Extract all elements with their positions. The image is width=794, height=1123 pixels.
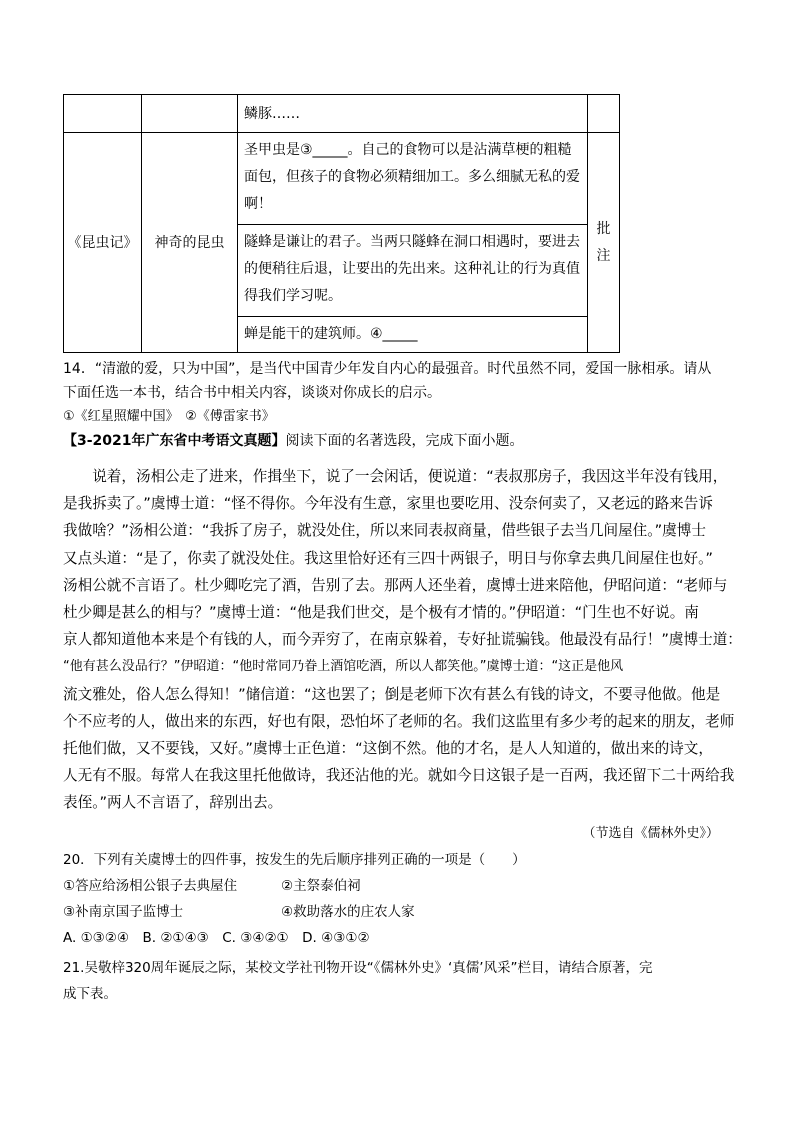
q14-options: ①《红星照耀中国》 ②《傅雷家书》: [63, 409, 275, 424]
q20-item: ②主祭泰伯祠: [281, 878, 361, 894]
entry-line: 面包，但孩子的食物必须精细加工。多么细腻无私的爱: [244, 169, 580, 185]
section3-tag: 【3-2021年广东省中考语文真题】: [63, 433, 286, 449]
table-row-main: [64, 133, 620, 353]
passage-line: “他有甚么没品行？”伊昭道：“他时常同乃眷上酒馆吃酒，所以人都笑他。”虞博士道：“这正是他风: [63, 659, 624, 675]
entry-sweat-bee: [238, 225, 587, 317]
question-14: [63, 357, 727, 453]
passage-line: 京人都知道他本来是个有钱的人，而今弄穷了，在南京躲着，专好扯谎骗钱。他最没有品行！”虞博士道：: [63, 631, 742, 649]
cell-empty-theme: [142, 95, 238, 133]
cell-method: [588, 133, 620, 353]
q20-item: ①答应给汤相公银子去典屋住: [63, 878, 238, 894]
method-text: 批注: [596, 220, 611, 264]
q14-line: 14．“清澈的爱，只为中国”，是当代中国青少年发自内心的最强音。时代虽然不同，爱国一脉相承。请从: [63, 361, 712, 377]
entry-line: 啊！: [244, 196, 272, 212]
section3-instruction: 阅读下面的名著选段，完成下面小题。: [285, 433, 524, 449]
passage-line: 人无有不服。每常人在我这里托他做诗，我还沾他的光。就如今日这银子是一百两，我还留下二十两给我: [63, 767, 735, 785]
cell-book-title: 《昆虫记》: [64, 133, 142, 353]
cell-entries: [238, 133, 588, 353]
q20-stem: 20．下列有关虞博士的四件事，按发生的先后顺序排列正确的一项是（ ）: [63, 852, 526, 868]
passage-line: 个不应考的人，做出来的东西，好也有限，恐怕坏了老师的名。我们这监里有多少考的起来的朋友，老师: [63, 712, 735, 730]
passage-line: 说着，汤相公走了进来，作揖坐下，说了一会闲话，便说道：“表叔那房子，我因这半年没有钱用，: [63, 468, 728, 485]
cell-top-text: 鳞豚……: [244, 105, 300, 122]
passage-line: 是我拆卖了。”虞博士道：“怪不得你。今年没有生意，家里也要吃用、没奈何卖了，又老远的路来告诉: [63, 495, 713, 513]
q21-line: 21.吴敬梓320周年诞辰之际，某校文学社刊物开设“《儒林外史》‘真儒’风采”栏目，请结合原著，完: [63, 960, 653, 976]
q20-item: ③补南京国子监博士: [63, 904, 184, 920]
passage-line: 流文雅处，俗人怎么得知！”储信道：“这也罢了；倒是老师下次有甚么有钱的诗文，不要寻他做。他是: [63, 685, 721, 703]
question-21: [63, 955, 727, 1007]
entry-cicada: [238, 317, 587, 352]
passage: [63, 463, 742, 847]
q21-line: 成下表。: [63, 986, 117, 1002]
entry-line: 的便稍往后退，让要出的先出来。这种礼让的行为真值: [244, 261, 580, 277]
entry-scarab: [238, 133, 587, 225]
q20-choices: A. ①③②④ B. ②①④③ C. ③④②① D. ④③①②: [63, 930, 370, 946]
passage-line: 我做啥？”汤相公道：“我拆了房子，就没处住，所以来同表叔商量，借些银子去当几间屋住。”虞博士: [63, 522, 706, 540]
entry-line: 蝉是能干的建筑师。④_____: [244, 326, 418, 342]
passage-line: 托他们做，又不要钱，又好。”虞博士正色道：“这倒不然。他的才名，是人人知道的，做出来的诗文，: [63, 740, 713, 758]
reading-notes-table: [63, 94, 620, 353]
entry-line: 圣甲虫是③_____。自己的食物可以是沾满草梗的粗糙: [244, 142, 572, 158]
table-row-top: [64, 95, 620, 133]
cell-top-content: [238, 95, 588, 133]
q20-item: ④救助落水的庄农人家: [281, 904, 415, 920]
q20-items-row1: [63, 873, 727, 899]
passage-line: 表侄。”两人不言语了，辞别出去。: [63, 794, 283, 812]
cell-empty-book: [64, 95, 142, 133]
question-20: [63, 847, 727, 951]
entry-line: 隧蜂是谦让的君子。当两只隧蜂在洞口相遇时，要进去: [244, 234, 580, 250]
q20-items-row2: [63, 899, 727, 925]
passage-source: （节选自《儒林外史》）: [582, 825, 719, 841]
q14-line: 下面任选一本书，结合书中相关内容，谈谈对你成长的启示。: [63, 385, 441, 401]
cell-empty-method: [588, 95, 620, 133]
passage-line: 又点头道：“是了，你卖了就没处住。我这里恰好还有三四十两银子，明日与你拿去典几间屋住也好。”: [63, 549, 713, 567]
cell-theme: 神奇的昆虫: [142, 133, 238, 353]
passage-line: 汤相公就不言语了。杜少卿吃完了酒，告别了去。那两人还坐着，虞博士进来陪他，伊昭问道：“老师与: [63, 576, 728, 594]
passage-line: 杜少卿是甚么的相与？”虞博士道：“他是我们世交，是个极有才情的。”伊昭道：“门生也不好说。南: [63, 604, 699, 622]
section3-heading: [63, 429, 727, 453]
entry-line: 得我们学习呢。: [244, 288, 342, 304]
